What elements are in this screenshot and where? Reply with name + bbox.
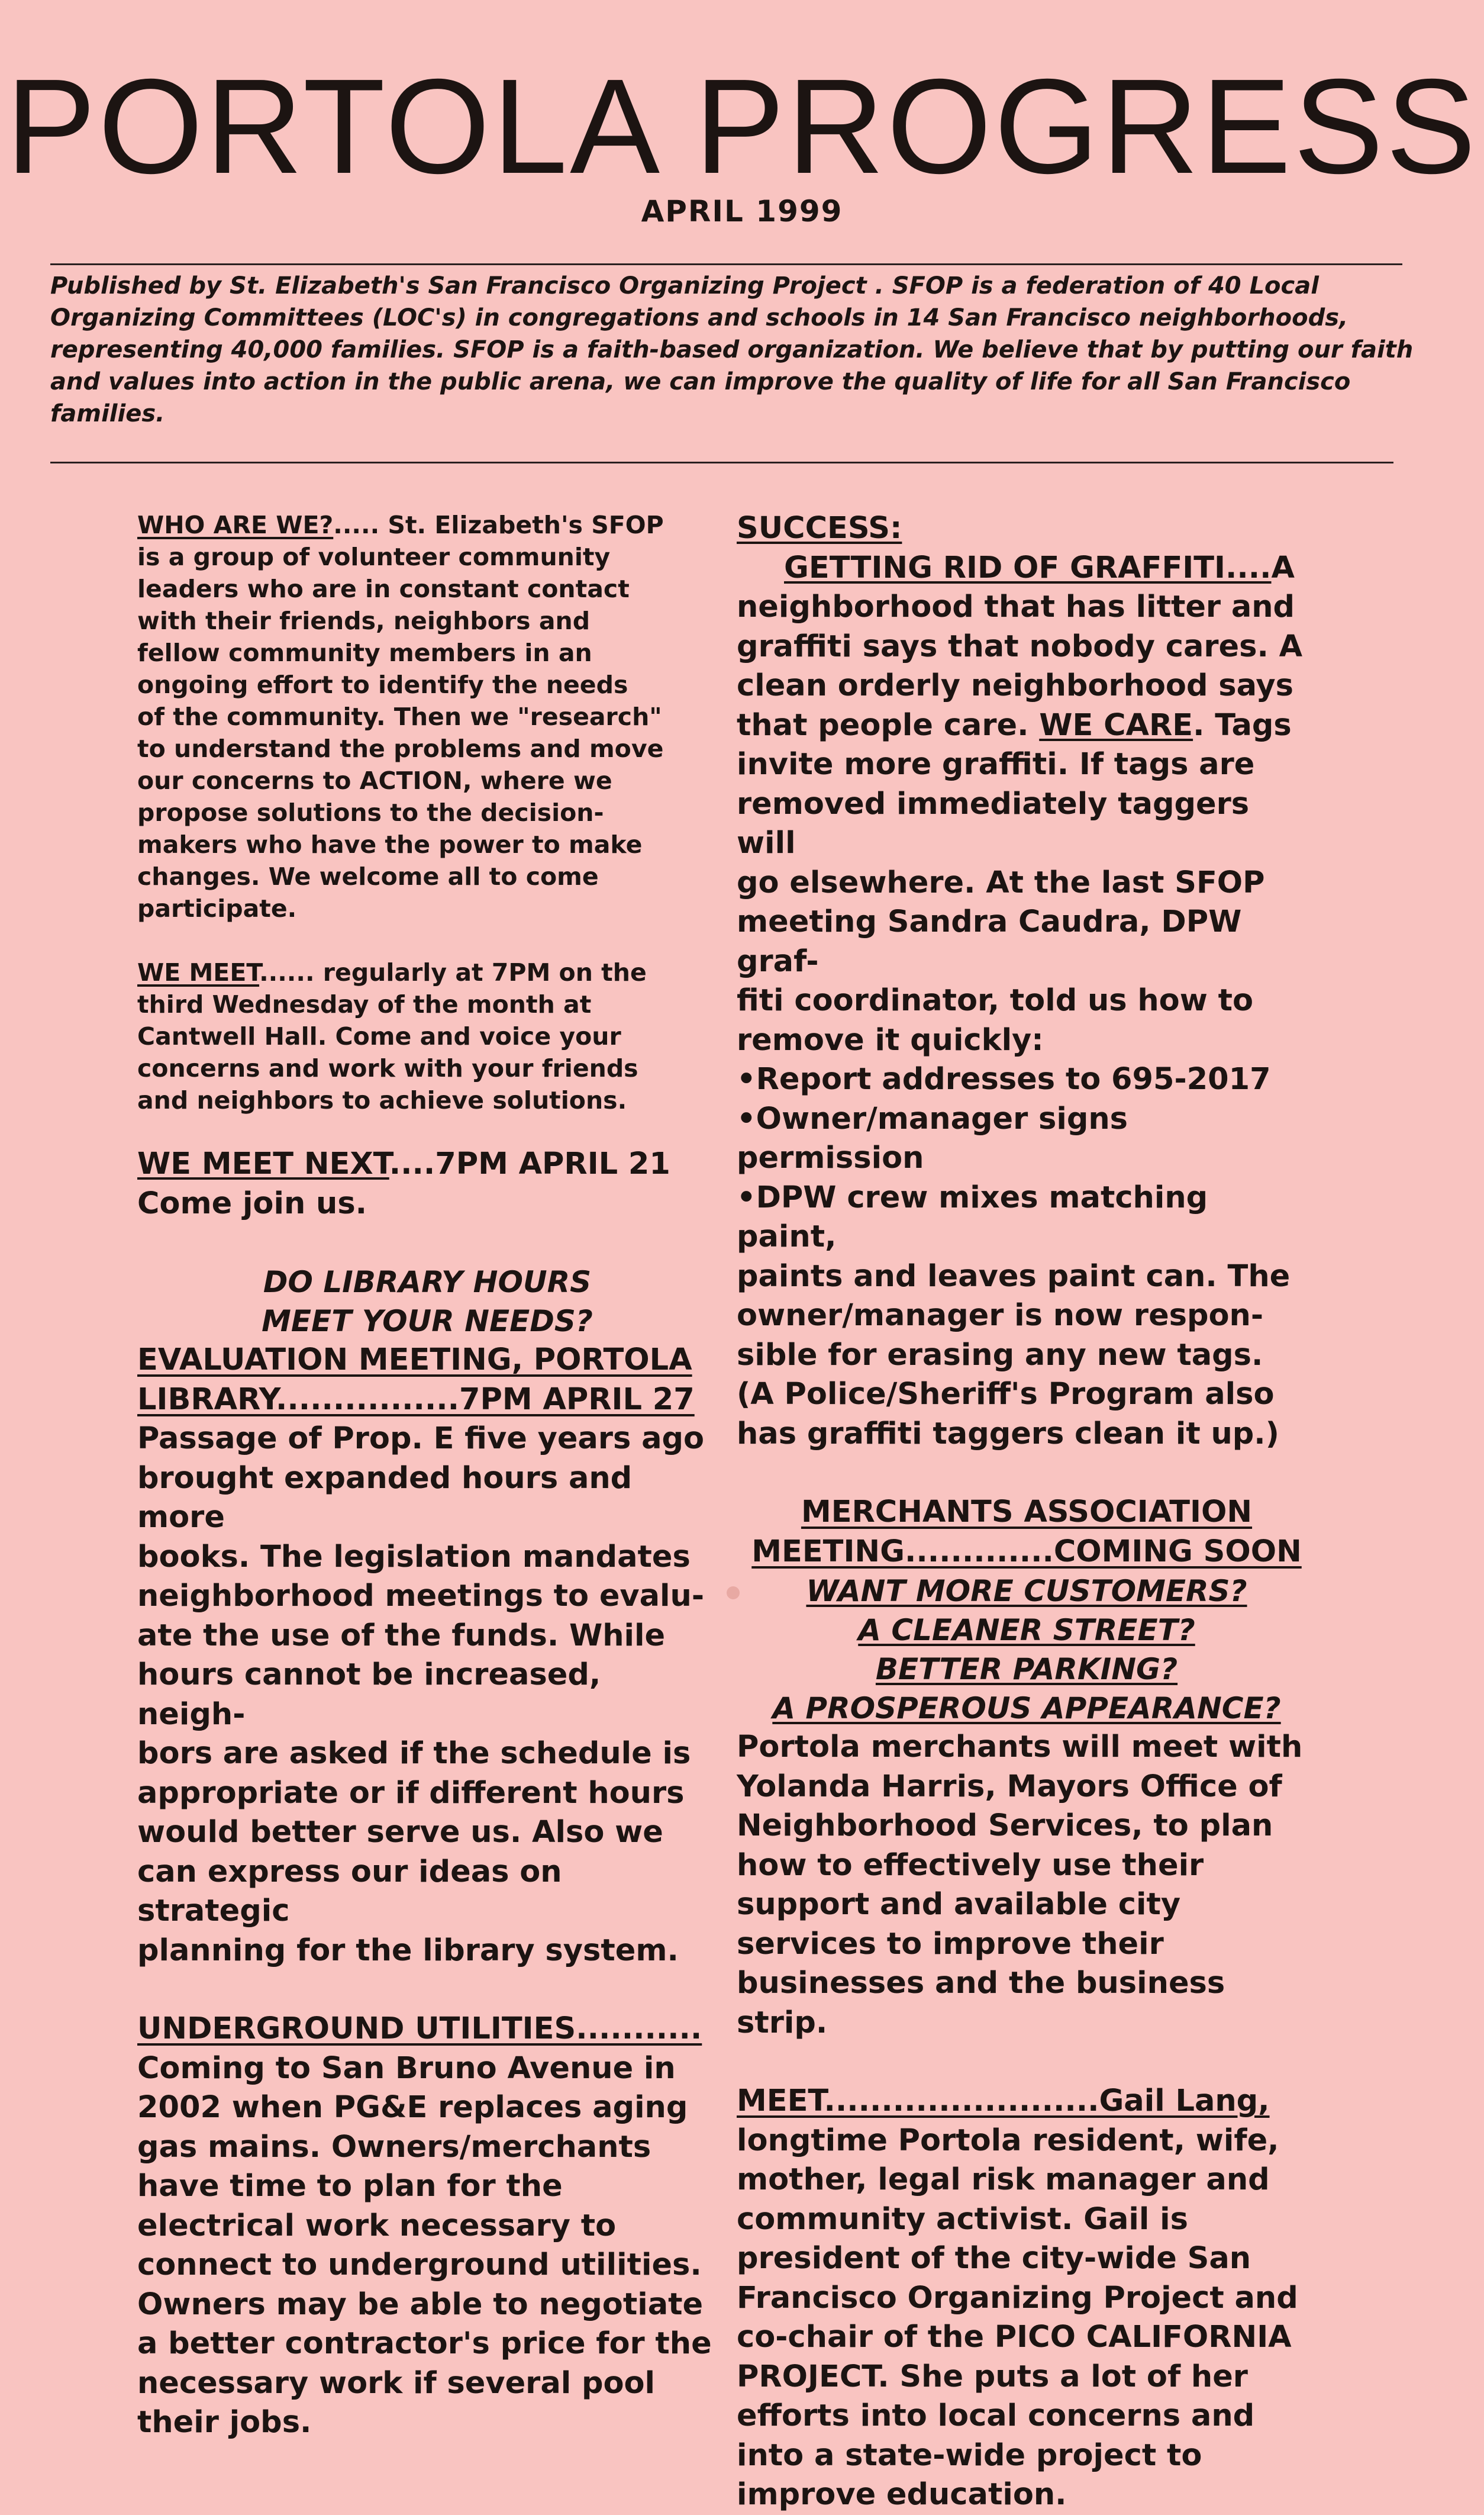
merchants-question-3: BETTER PARKING? [875, 1652, 1178, 1686]
bullet-permission: •Owner/manager signs permission [737, 1101, 1128, 1176]
bullet-report: •Report addresses to 695-2017 [737, 1062, 1271, 1097]
newsletter-title: PORTOLA PROGRESS [5, 51, 1479, 202]
top-divider [50, 263, 1402, 265]
bottom-divider [50, 462, 1393, 463]
graffiti-heading: GETTING RID OF GRAFFITI.... [784, 550, 1272, 585]
merchants-text: Portola merchants will meet with Yolanda Harris, Mayors Office of Neighborhood Services, to plan how to effectively use their support and available city services to improve their businesses and the business strip. [737, 1730, 1303, 2040]
right-column [737, 509, 1317, 2515]
success-label: SUCCESS: [737, 511, 902, 546]
library-text: Passage of Prop. E five years ago brought expanded hours and more books. The legislation mandates neighborhood meetings to evalu- ate the use of the funds. While hours cannot be increased, neigh- bors are asked if the schedule is appropriate or if different hours would better serve us. Also we can express our ideas on strategic planning for the library system. [137, 1421, 705, 1968]
publisher-note: Published by St. Elizabeth's San Francisco Organizing Project . SFOP is a federation of 40 Local Organizing Committees (LOC's) in congregations and schools in 14 San Francisco neighborhoods, representing 40,000 families. SFOP is a faith-based organization. We believe that by putting our faith and values into action in the public arena, we can improve the quality of life for all San Francisco families. [50, 272, 1414, 427]
left-column [137, 509, 717, 2443]
library-question: DO LIBRARY HOURS MEET YOUR NEEDS? [262, 1265, 593, 1338]
paper-stain [727, 1586, 740, 1599]
graffiti-text-b: . Tags invite more graffiti. If tags are removed immediately taggers will go elsewhere. At the last SFOP meeting Sandra Caudra, DPW graf- fiti coordinator, told us how to remove it quickly: [737, 707, 1292, 1058]
meet-gail-heading: MEET........................Gail Lang, [737, 2084, 1270, 2118]
utilities-heading: UNDERGROUND UTILITIES........... [137, 2011, 702, 2046]
we-meet-next-text: ....7PM APRIL 21 Come join us. [137, 1147, 670, 1221]
merchants-heading: MERCHANTS ASSOCIATION MEETING.............COMING SOON [751, 1495, 1302, 1569]
merchants-question-1: WANT MORE CUSTOMERS? [806, 1574, 1247, 1608]
graffiti-bullets [737, 1060, 1317, 1454]
library-meeting-heading: EVALUATION MEETING, PORTOLA LIBRARY................7PM APRIL 27 [137, 1342, 695, 1417]
success-section [737, 509, 1317, 1060]
meet-gail-text: longtime Portola resident, wife, mother, legal risk manager and community activist. Gail is president of the city-wide San Francisco Organizing Project and co-chair of the PICO CALIFORNIA PROJECT. She puts a lot of her efforts into local concerns and into a state-wide project to improve education. [737, 2123, 1298, 2512]
issue-date: APRIL 1999 [641, 194, 843, 228]
we-care-emphasis: WE CARE [1039, 707, 1193, 743]
we-meet-text: ...... regularly at 7PM on the third Wednesday of the month at Cantwell Hall. Come and voice your concerns and work with your friends and neighbors to achieve solutions. [137, 958, 647, 1115]
we-meet-section [137, 957, 717, 1116]
merchants-question-2: A CLEANER STREET? [858, 1613, 1195, 1647]
who-are-we-section [137, 509, 717, 925]
we-meet-next-label: WE MEET NEXT [137, 1147, 389, 1181]
bullet-dpw-crew: •DPW crew mixes matching paint, paints and leaves paint can. The owner/manager is now respon- sible for erasing any new tags. (A Police/Sheriff's Program also has graffiti taggers clean it up.) [737, 1180, 1291, 1451]
we-meet-next-section [137, 1145, 717, 1223]
graffiti-heading-wrap [737, 550, 1272, 585]
who-are-we-text: ..... St. Elizabeth's SFOP is a group of volunteer community leaders who are in constant contact with their friends, neighbors and fellow community members in an ongoing effort to identify the needs of the community. Then we "research" to understand the problems and move our concerns to ACTION, where we propose solutions to the decision- makers who have the power to make changes. We welcome all to come participate. [137, 511, 664, 923]
merchants-question-4: A PROSPEROUS APPEARANCE? [772, 1691, 1281, 1725]
graffiti-text-a: A neighborhood that has litter and graffiti says that nobody cares. A clean orderly neighborhood says that people care. [737, 550, 1303, 743]
who-are-we-label: WHO ARE WE? [137, 511, 334, 539]
utilities-text: Coming to San Bruno Avenue in 2002 when PG&E replaces aging gas mains. Owners/merchants have time to plan for the electrical work necessary to connect to underground utilities. Owners may be able to negotiate a better contractor's price for the necessary work if several pool their jobs. [137, 2050, 712, 2440]
we-meet-label: WE MEET [137, 958, 260, 987]
